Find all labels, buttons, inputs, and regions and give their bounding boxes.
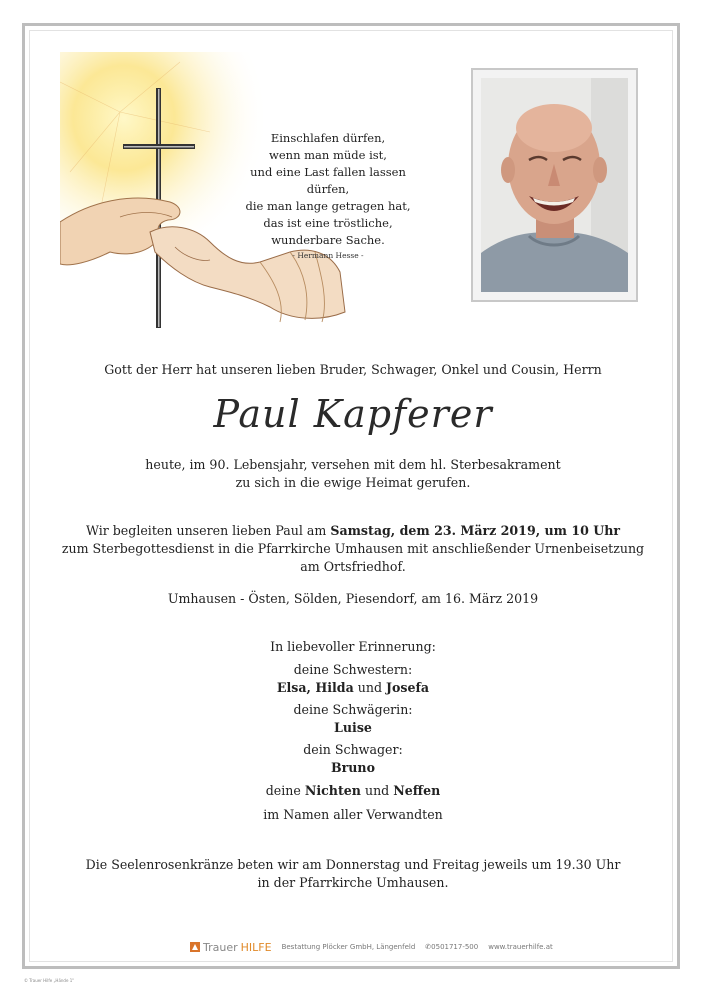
sister-name: Josefa [386, 680, 430, 695]
footer-company: Bestattung Plöcker GmbH, Längenfeld [281, 943, 416, 951]
funeral-line-1 [0, 522, 706, 540]
footer-phone [425, 943, 478, 951]
brother-in-law-name [0, 759, 706, 777]
portrait-photo-frame [471, 68, 638, 302]
sister-name: Hilda [315, 680, 354, 695]
trauerhilfe-logo [190, 941, 272, 954]
footer [190, 940, 553, 954]
nieces-nephews [0, 782, 706, 800]
brother-in-law-label: dein Schwager: [303, 742, 403, 757]
funeral-prefix: Wir begleiten unseren lieben Paul am [85, 523, 331, 538]
sister-in-law-label: deine Schwägerin: [293, 702, 413, 717]
footer-website[interactable]: www.trauerhilfe.at [488, 943, 553, 951]
hesse-quote [228, 130, 428, 263]
sisters-label: deine Schwestern: [293, 662, 413, 677]
funeral-info [0, 522, 706, 576]
quote-line: das ist eine tröstliche, [263, 216, 393, 230]
death-notice [0, 456, 706, 492]
your-prefix: deine [265, 783, 305, 798]
name-separator: , [306, 680, 316, 695]
sister-name: Elsa [276, 680, 307, 695]
quote-line: die man lange getragen hat, [245, 199, 411, 213]
rosary-line-1: Die Seelenrosenkränze beten wir am Donnerstag und Freitag jeweils um 19.30 Uhr [85, 857, 621, 872]
nieces: Nichten [304, 783, 361, 798]
sister-in-law: Luise [334, 720, 372, 735]
deceased-name: Paul Kapferer [213, 392, 493, 436]
phone-icon: ✆ [425, 943, 432, 951]
quote-line: Einschlafen dürfen, [270, 131, 386, 145]
relatives-line: im Namen aller Verwandten [263, 807, 443, 822]
funeral-line-2: zum Sterbegottesdienst in die Pfarrkirche Umhausen mit anschließender Urnenbeisetzung [61, 541, 645, 556]
funeral-date: Samstag, dem 23. März 2019, um 10 Uhr [330, 523, 621, 538]
quote-line: und eine Last fallen lassen dürfen, [250, 165, 406, 196]
rosary-line-2: in der Pfarrkirche Umhausen. [257, 875, 449, 890]
intro-text: Gott der Herr hat unseren lieben Bruder, Schwager, Onkel und Cousin, Herrn [104, 362, 602, 377]
rosary-info [0, 856, 706, 892]
quote-author: - Hermann Hesse - [292, 251, 364, 260]
sister-in-law-name [0, 719, 706, 737]
logo-text-hilfe: HILFE [240, 940, 272, 954]
place-date: Umhausen - Östen, Sölden, Piesendorf, am 16. März 2019 [167, 591, 539, 606]
quote-line: wunderbare Sache. [271, 233, 385, 247]
funeral-line-3: am Ortsfriedhof. [300, 559, 406, 574]
conjunction: und [353, 680, 387, 695]
logo-mark-icon [190, 942, 200, 952]
sisters-names [0, 679, 706, 697]
footer-phone-number: 0501717-500 [431, 943, 479, 951]
brother-in-law: Bruno [331, 760, 375, 775]
death-line-1: heute, im 90. Lebensjahr, versehen mit dem hl. Sterbesakrament [145, 457, 561, 472]
conjunction: und [360, 783, 394, 798]
death-line-2: zu sich in die ewige Heimat gerufen. [235, 475, 471, 490]
portrait-photo [481, 78, 628, 292]
quote-line: wenn man müde ist, [269, 148, 387, 162]
mourners-heading: In liebevoller Erinnerung: [270, 639, 436, 654]
nephews: Neffen [393, 783, 441, 798]
copyright-notice: © Trauer Hilfe „Hände 1" [24, 978, 75, 983]
logo-text-trauer: Trauer [203, 940, 238, 954]
